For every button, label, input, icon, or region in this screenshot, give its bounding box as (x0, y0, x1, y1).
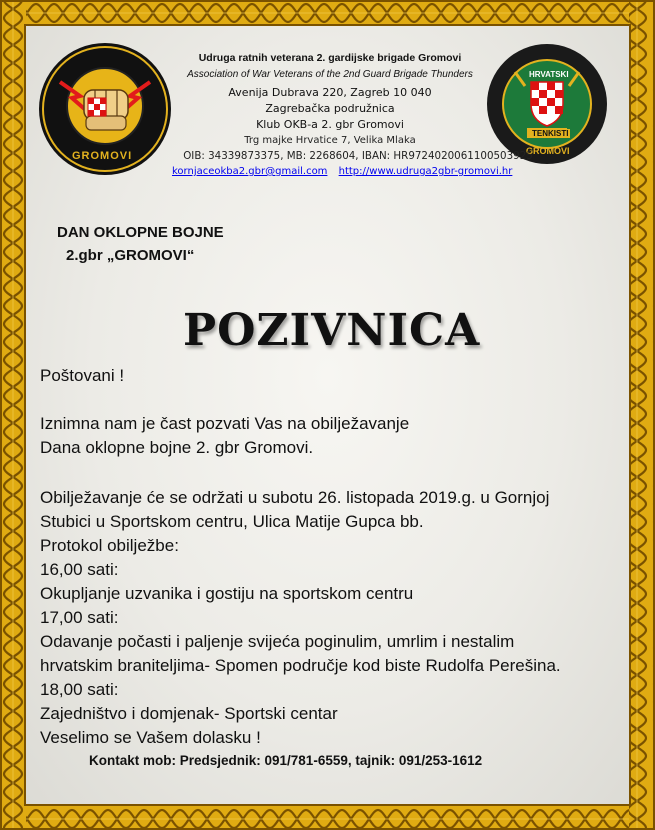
time-1700: 17,00 sati: (40, 608, 119, 627)
schedule-item: Zajedništvo i domjenak- Sportski centar (40, 704, 338, 723)
body-line: Iznimna nam je čast pozvati Vas na obilježavanje (40, 414, 410, 433)
event-title: DAN OKLOPNE BOJNE (57, 224, 224, 241)
registration-info: OIB: 34339873375, MB: 2268604, IBAN: HR9724020061100503925 (183, 150, 533, 162)
club-name: Klub OKB-a 2. gbr Gromovi (256, 118, 404, 131)
website-link[interactable]: http://www.udruga2gbr-gromovi.hr (338, 166, 513, 177)
contact-links (172, 166, 512, 177)
left-logo-bottom-text: GROMOVI (72, 150, 133, 162)
branch-name: Zagrebačka podružnica (265, 102, 395, 115)
event-subtitle: 2.gbr „GROMOVI“ (66, 247, 195, 264)
body-line: Obilježavanje će se održati u subotu 26. listopada 2019.g. u Gornjoj (40, 488, 550, 507)
body-line: Stubici u Sportskom centru, Ulica Matije Gupca bb. (40, 512, 424, 531)
schedule-item: Okupljanje uzvanika i gostiju na sportskom centru (40, 584, 414, 603)
body-line: Dana oklopne bojne 2. gbr Gromovi. (40, 438, 314, 457)
schedule-item: hrvatskim braniteljima- Spomen područje kod biste Rudolfa Perešina. (40, 656, 561, 675)
contact-phones: Kontakt mob: Predsjednik: 091/781-6559, tajnik: 091/253-1612 (89, 753, 483, 768)
time-1600: 16,00 sati: (40, 560, 119, 579)
closing-line: Veselimo se Vašem dolasku ! (40, 728, 261, 747)
right-logo-top-text: HRVATSKI (529, 70, 569, 79)
schedule-item: Odavanje počasti i paljenje svijeća poginulim, umrlim i nestalim (40, 632, 515, 651)
greeting: Poštovani ! (40, 366, 125, 385)
org-address: Avenija Dubrava 220, Zagreb 10 040 (228, 86, 432, 99)
org-name: Udruga ratnih veterana 2. gardijske brigade Gromovi (198, 52, 462, 64)
org-name-english: Association of War Veterans of the 2nd Guard Brigade Thunders (187, 69, 473, 80)
club-address: Trg majke Hrvatice 7, Velika Mlaka (244, 135, 416, 146)
invitation-title: POZIVNICA (183, 305, 481, 356)
right-logo-footer-text: GROMOVI (526, 146, 570, 156)
protocol-heading: Protokol obilježbe: (40, 536, 179, 555)
right-logo-bottom-text: TENKISTI (532, 129, 569, 138)
email-link[interactable]: kornjaceokba2.gbr@gmail.com (172, 166, 328, 177)
time-1800: 18,00 sati: (40, 680, 119, 699)
